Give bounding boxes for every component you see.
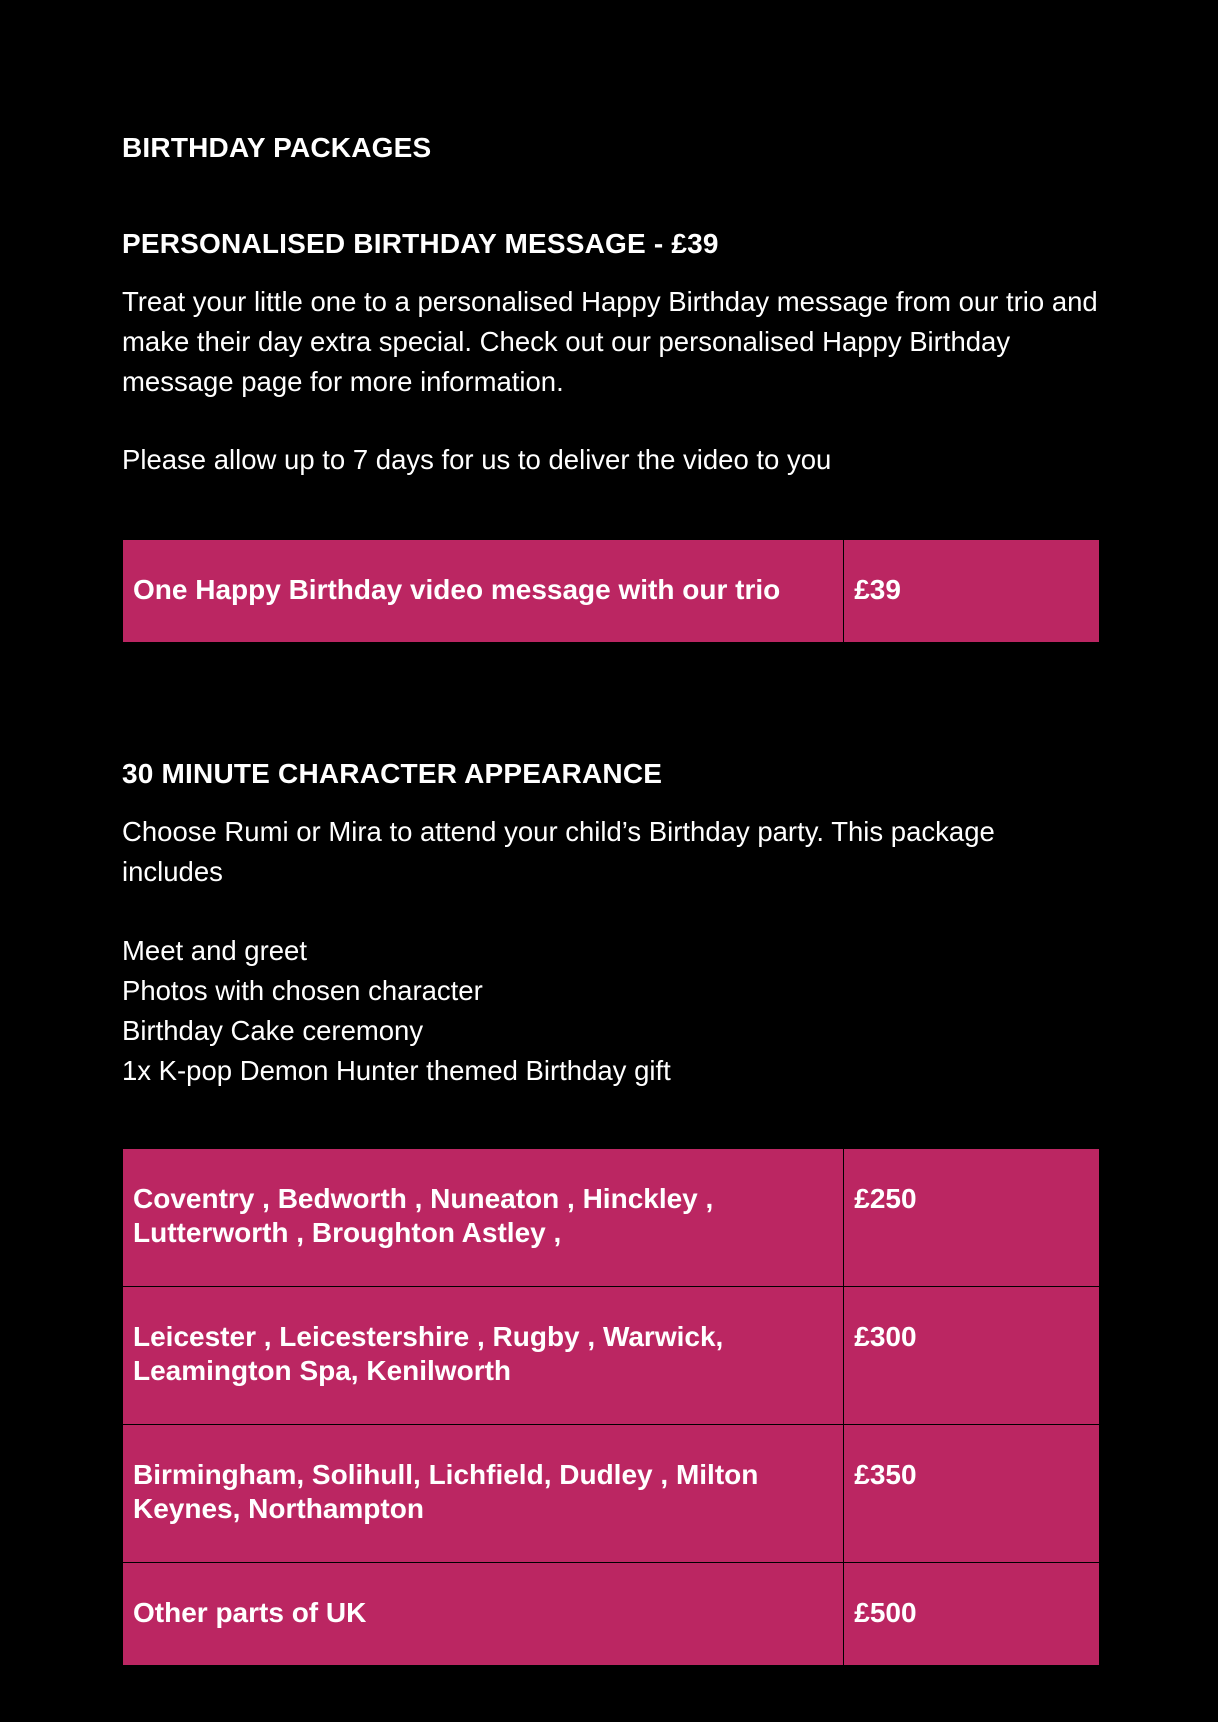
message-item-cell: One Happy Birthday video message with our trio (123, 540, 844, 643)
list-item: Meet and greet (122, 935, 307, 966)
price-cell: £250 (844, 1149, 1100, 1287)
table-row (123, 1563, 1100, 1666)
includes-list (122, 931, 1102, 1091)
delivery-note: Please allow up to 7 days for us to deliver the video to you (122, 444, 832, 475)
price-cell: £500 (844, 1563, 1100, 1666)
price-cell: £300 (844, 1287, 1100, 1425)
area-cell: Leicester , Leicestershire , Rugby , Warwick, Leamington Spa, Kenilworth (123, 1287, 844, 1425)
appearance-price-table (122, 1148, 1100, 1666)
appearance-package-description: Choose Rumi or Mira to attend your child’s Birthday party. This package includes (122, 816, 995, 887)
table-row (123, 1287, 1100, 1425)
table-row (123, 1149, 1100, 1287)
appearance-package-title: 30 MINUTE CHARACTER APPEARANCE (122, 758, 663, 789)
list-item: Photos with chosen character (122, 975, 483, 1006)
price-cell: £350 (844, 1425, 1100, 1563)
table-row (123, 1425, 1100, 1563)
message-price-table (122, 539, 1100, 643)
page-title: BIRTHDAY PACKAGES (122, 132, 432, 163)
area-cell: Coventry , Bedworth , Nuneaton , Hinckley , Lutterworth , Broughton Astley , (123, 1149, 844, 1287)
list-item: 1x K-pop Demon Hunter themed Birthday gift (122, 1055, 671, 1086)
message-price-cell: £39 (844, 540, 1100, 643)
list-item: Birthday Cake ceremony (122, 1015, 424, 1046)
message-package-description: Treat your little one to a personalised Happy Birthday message from our trio and make their day extra special. Check out our personalised Happy Birthday message page for more information. (122, 286, 1098, 397)
area-cell: Birmingham, Solihull, Lichfield, Dudley , Milton Keynes, Northampton (123, 1425, 844, 1563)
area-cell: Other parts of UK (123, 1563, 844, 1666)
table-row (123, 540, 1100, 643)
message-package-title: PERSONALISED BIRTHDAY MESSAGE - £39 (122, 228, 719, 259)
